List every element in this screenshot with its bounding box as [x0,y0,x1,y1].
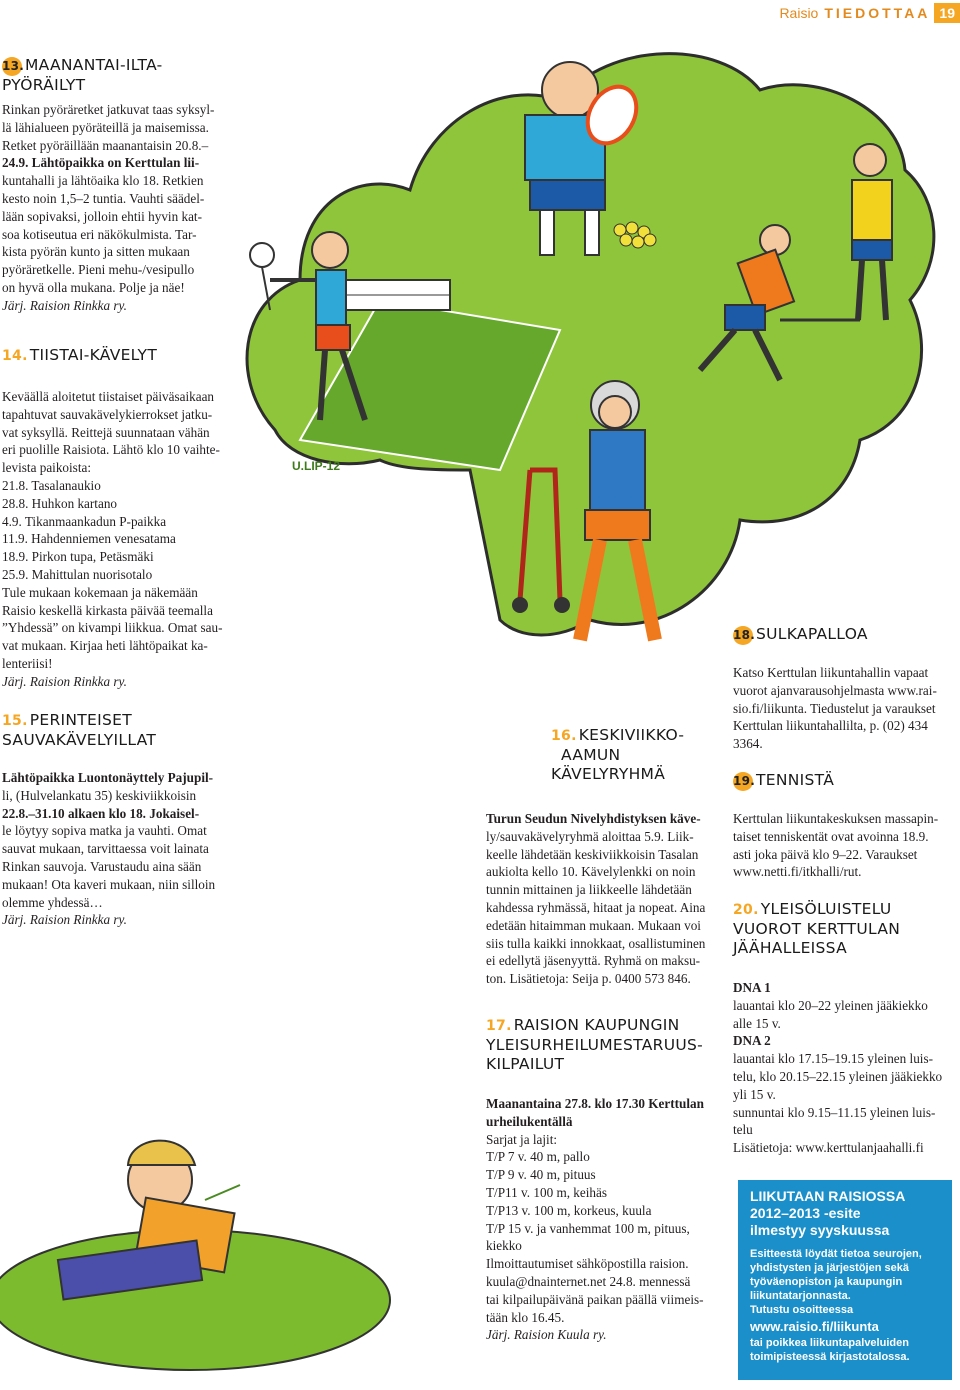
number-badge-20: 20. [733,902,759,918]
text-line: olemme yhdessä… [2,894,103,910]
text-line: 25.9. Mahittulan nuorisotalo [2,566,153,582]
text-line: edetään hitaimman mukaan. Mukaan voi [486,917,701,933]
promo-url-link[interactable]: www.raisio.fi/liikunta [750,1319,879,1334]
text-line: siis tulla kaikki innokkaat, osallistuminen [486,935,706,951]
body-13 [2,101,242,315]
text-line: kahdessa ryhmässä, hitaat ja nopeat. Aina [486,899,706,915]
page-number: 19 [934,3,960,23]
text-line: 24.9. Lähtöpaikka on Kerttulan lii- [2,155,200,171]
text-line: sunnuntai klo 9.15–11.15 yleinen luis- [733,1104,936,1120]
text-line: 4.9. Tikanmaankadun P-paikka [2,513,167,529]
text-line: eri puolille Raisiota. Lähtö klo 10 vaihte- [2,442,220,458]
heading-20 [733,900,900,958]
text-line: 3364. [733,736,763,752]
text-line: tään klo 16.45. [486,1309,565,1325]
body-14 [2,388,242,691]
text-line: taiset tenniskentät ovat avoinna 18.9. [733,828,929,844]
title-15-line1: PERINTEISET [29,711,133,729]
promo-text-line: liikuntatarjonnasta. [750,1290,851,1302]
text-line: Retket pyöräillään maanantaisin 20.8.– [2,137,209,153]
brochure-promo-box [738,1180,952,1380]
body-15 [2,769,242,929]
organizer-line: Järj. Raision Kuula ry. [486,1327,607,1343]
heading-14 [2,346,157,366]
text-line: sauvat mukaan, tarvittaessa voit lainata [2,841,209,857]
text-line: Turun Seudun Nivelyhdistyksen käve- [486,811,701,826]
promo-title [750,1188,940,1239]
text-line: kista pyörän kunto ja sitten mukaan [2,244,190,260]
text-line: li, (Hulvelankatu 35) keskiviikkoisin [2,787,197,803]
title-16-line2: AAMUN [561,746,621,764]
text-line: alle 15 v. [733,1015,781,1031]
promo-title-line: 2012–2013 -esite [750,1205,861,1221]
heading-13 [2,56,163,95]
number-badge-13: 13. [2,57,22,76]
text-line: T/P 9 v. 40 m, pituus [486,1167,596,1183]
number-badge-15: 15. [2,713,28,729]
text-line: www.netti.fi/itkhalli/rut. [733,864,862,880]
title-17-line3: KILPAILUT [486,1055,565,1073]
text-line: 21.8. Tasalanaukio [2,477,101,493]
text-line: ton. Lisätietoja: Seija p. 0400 573 846. [486,971,691,987]
text-line: kiekko [486,1238,522,1254]
heading-17 [486,1016,703,1074]
title-20-line3: JÄÄHALLEISSA [733,939,847,957]
text-line: Raisio keskellä kirkasta päivää teemalla [2,602,213,618]
title-16-line1: KESKIVIIKKO- [578,726,685,744]
title-17-line1: RAISION KAUPUNGIN [513,1016,680,1034]
title-16-line3: KÄVELYRYHMÄ [551,765,666,783]
text-line: Lähtöpaikka Luontonäyttely Pajupil- [2,770,214,785]
text-line: ”Yhdessä” on kivampi liikkua. Omat sau- [2,620,223,636]
text-line: T/P11 v. 100 m, keihäs [486,1184,607,1200]
heading-16 [551,726,684,784]
text-line: T/P 15 v. ja vanhemmat 100 m, pituus, [486,1220,690,1236]
body-19 [733,810,955,881]
title-15-line2: SAUVAKÄVELYILLAT [2,731,157,749]
text-line: telu [733,1122,753,1138]
lounging-boy [0,1141,390,1370]
body-18 [733,664,955,753]
text-line: tunnin mittainen ja liikkeelle lähdetään [486,882,692,898]
text-line: pyöräretkelle. Pieni mehu-/vesipullo [2,262,195,278]
body-16 [486,810,716,988]
title-14: TIISTAI-KÄVELYT [29,346,158,364]
text-line: on hyvä olla mukana. Polje ja näe! [2,279,185,295]
promo-text-line: tai poikkea liikuntapalveluiden [750,1337,909,1349]
title-20-line2: VUOROT KERTTULAN [733,920,901,938]
text-line: soa kotiseutua eri näkökulmista. Tar- [2,226,197,242]
number-badge-18: 18. [733,626,753,645]
heading-18 [733,625,868,645]
text-line: DNA 2 [733,1033,771,1049]
text-line: ei edellytä jäsenyyttä. Ryhmä on maksu- [486,953,701,969]
text-line: T/P 7 v. 40 m, pallo [486,1149,590,1165]
text-line: 11.9. Hahdenniemen venesatama [2,531,176,547]
title-13-line1: MAANANTAI-ILTA- [25,56,163,74]
text-line: kuntahalli ja lähtöaika klo 18. Retkien [2,173,204,189]
organizer-line: Järj. Raision Rinkka ry. [2,673,127,689]
text-line: vat syksyllä. Reittejä suunnataan vähän [2,424,210,440]
text-line: aukiolta kello 10. Kävelylenkki on noin [486,864,696,880]
text-line: lään sopivaksi, jolloin ehtii hyvin kat- [2,208,202,224]
promo-text-line: työväenopiston ja kaupungin [750,1276,903,1288]
text-line: 18.9. Pirkon tupa, Petäsmäki [2,549,154,565]
text-line: DNA 1 [733,980,771,995]
text-line: Rinkan sauvoja. Varustaudu aina sään [2,858,202,874]
text-line: Sarjat ja lajit: [486,1131,558,1147]
promo-title-line: ilmestyy syyskuussa [750,1222,890,1238]
text-line: asti joka päivä klo 9–22. Varaukset [733,846,918,862]
promo-title-line: LIIKUTAAN RAISIOSSA [750,1188,906,1204]
promo-tail [750,1336,940,1364]
text-line: T/P13 v. 100 m, korkeus, kuula [486,1202,652,1218]
body-20 [733,979,955,1157]
text-line: yli 15 v. [733,1086,776,1102]
text-line: telu, klo 20.15–22.15 yleinen jääkiekko [733,1068,943,1084]
text-line: urheilukentällä [486,1113,573,1129]
title-18: SULKAPALLOA [756,625,868,643]
text-line: Maanantaina 27.8. klo 17.30 Kerttulan [486,1096,704,1111]
text-line: Katso Kerttulan liikuntahallin vapaat [733,665,929,680]
text-line: Kerttulan liikuntahallilta, p. (02) 434 [733,718,928,734]
promo-body [750,1247,940,1317]
promo-text-line: Tutustu osoitteessa [750,1304,854,1316]
section-name: TIEDOTTAA [824,5,931,21]
text-line: sio.fi/liikunta. Tiedustelut ja varaukset [733,700,936,716]
title-13-line2: PYÖRÄILYT [2,76,86,94]
text-line: tapahtuvat sauvakävelykierrokset jatku- [2,406,213,422]
promo-text-line: Esitteestä löydät tietoa seurojen, [750,1248,922,1260]
text-line: lauantai klo 20–22 yleinen jääkiekko [733,997,928,1013]
text-line: levista paikoista: [2,460,91,476]
text-line: ly/sauvakävelyryhmä aloittaa 5.9. Liik- [486,828,694,844]
text-line: mukaan! Ota kaveri mukaan, niin silloin [2,876,216,892]
heading-19 [733,771,834,791]
number-badge-17: 17. [486,1018,512,1034]
text-line: kuula@dnainternet.net 24.8. mennessä [486,1273,691,1289]
text-line: kesto noin 1,5–2 tuntia. Vauhti säädel- [2,190,205,206]
text-line: lä lähialueen pyöräteillä ja maisemissa. [2,119,209,135]
text-line: Kerttulan liikuntakeskuksen massapin- [733,811,939,826]
text-line: Rinkan pyöräretket jatkuvat taas syksyl- [2,102,215,117]
title-17-line2: YLEISURHEILUMESTARUUS- [486,1036,704,1054]
text-line: lenteriisi! [2,655,53,671]
text-line: Lisätietoja: www.kerttulanjaahalli.fi [733,1140,924,1156]
heading-15 [2,711,156,750]
artist-signature: U.LIP-12 [292,459,341,473]
text-line: Keväällä aloitetut tiistaiset päiväsaikaan [2,389,215,404]
organizer-line: Järj. Raision Rinkka ry. [2,297,127,313]
text-line: Tule mukaan kokemaan ja näkemään [2,584,198,600]
text-line: vat mukaan. Kirjaa heti lähtöpaikat ka- [2,638,208,654]
text-line: lauantai klo 17.15–19.15 yleinen luis- [733,1051,933,1067]
text-line: le löytyy sopiva matka ja vauhti. Omat [2,823,207,839]
text-line: vuorot ajanvarausohjelmasta www.rai- [733,682,937,698]
promo-text-line: yhdistysten ja järjestöjen sekä [750,1262,909,1274]
title-20-line1: YLEISÖLUISTELU [760,900,892,918]
text-line: 22.8.–31.10 alkaen klo 18. Jokaisel- [2,805,200,821]
body-17 [486,1095,716,1344]
number-badge-16: 16. [551,728,577,744]
text-line: keelle lähdetään keskiviikkoisin Tasalan [486,846,699,862]
number-badge-19: 19. [733,772,753,791]
publication-name: Raisio [779,5,819,21]
text-line: tai kilpailupäivänä paikan päällä viimeis- [486,1291,704,1307]
text-line: 28.8. Huhkon kartano [2,495,118,511]
title-19: TENNISTÄ [756,771,835,789]
text-line: Ilmoittautumiset sähköpostilla raision. [486,1256,689,1272]
promo-text-line: toimipisteessä kirjastotalossa. [750,1351,910,1363]
number-badge-14: 14. [2,348,28,364]
organizer-line: Järj. Raision Rinkka ry. [2,912,127,928]
